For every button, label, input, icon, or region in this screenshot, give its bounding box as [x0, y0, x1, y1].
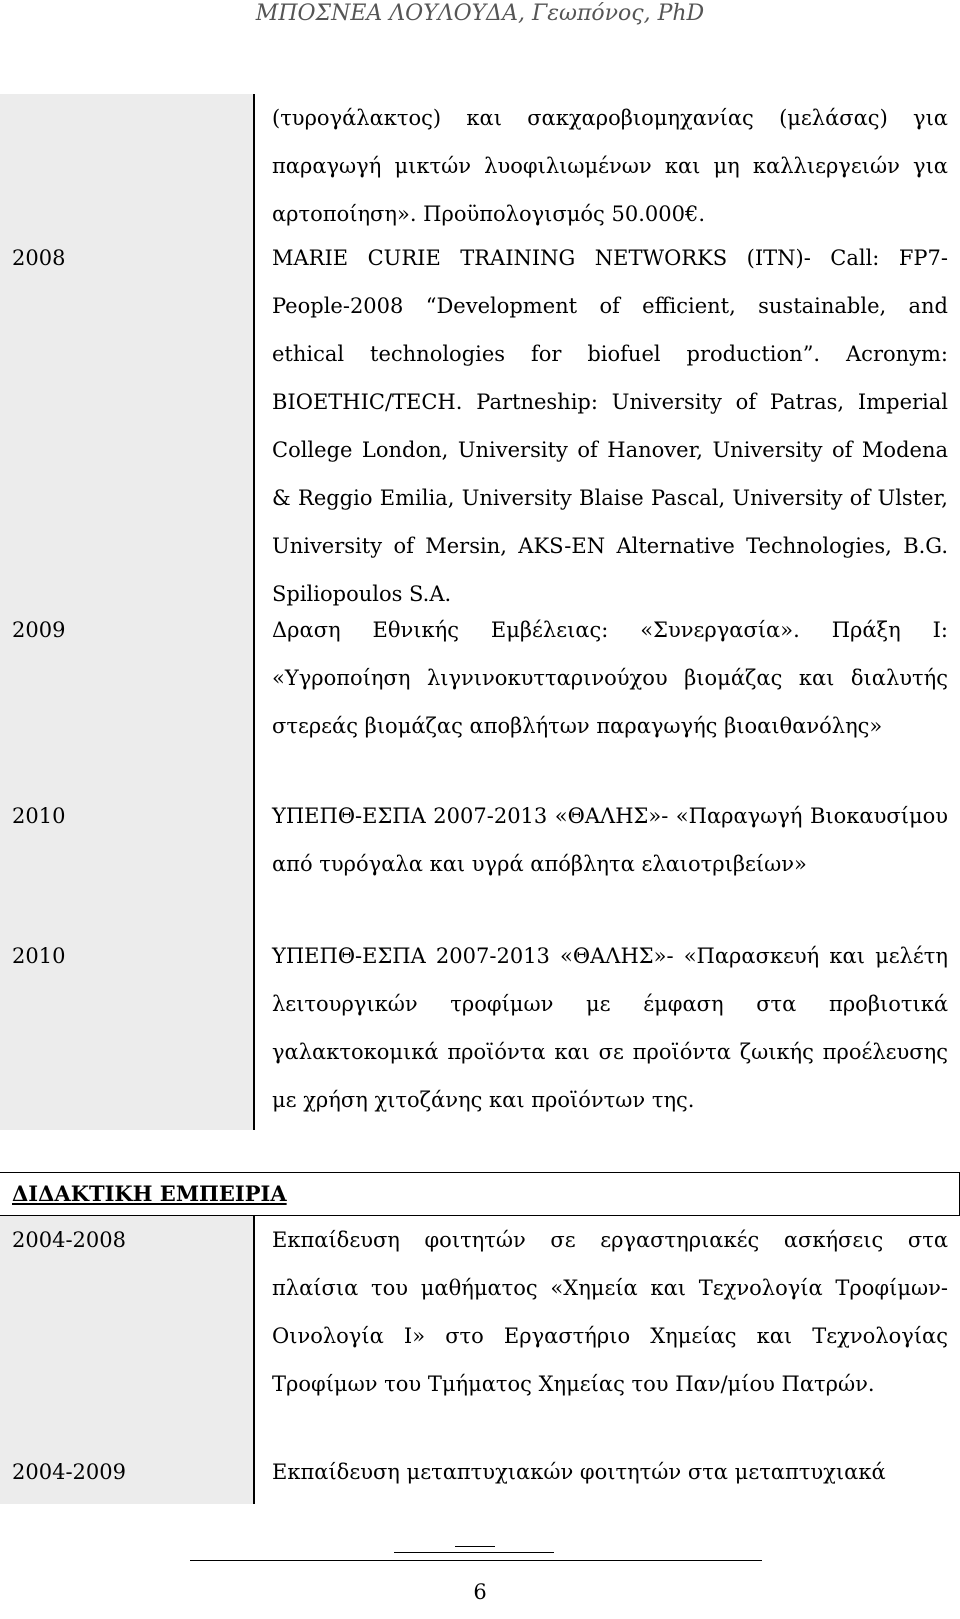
year-cell: 2004-2008	[0, 1216, 253, 1448]
column-divider	[253, 932, 255, 1130]
table-row	[0, 792, 960, 932]
table-row	[0, 932, 960, 1130]
column-divider	[253, 1216, 255, 1448]
table-row	[0, 606, 960, 792]
year-cell: 2010	[0, 792, 253, 932]
table-row	[0, 234, 960, 606]
year-cell: 2009	[0, 606, 253, 792]
project-description: (τυρογάλακτος) και σακχαροβιομηχανίας (μελάσας) για παραγωγή μικτών λυοφιλιωμένων και μη καλλιεργειών για αρτοποίηση». Προϋπολογισμός 50.000€.	[272, 106, 948, 226]
footer-rule-tiny	[455, 1546, 495, 1547]
year-cell: 2004-2009	[0, 1448, 253, 1504]
column-divider	[253, 234, 255, 606]
footer-rule-short	[394, 1552, 554, 1553]
year-cell	[0, 94, 253, 234]
column-divider	[253, 792, 255, 932]
teaching-description: Εκπαίδευση μεταπτυχιακών φοιτητών στα μεταπτυχιακά	[272, 1460, 886, 1484]
project-description: Δραση Εθνικής Εμβέλειας: «Συνεργασία». Πράξη Ι: «Υγροποίηση λιγνινοκυτταρινούχου βιομάζας και διαλυτής στερεάς βιομάζας αποβλήτων παραγωγής βιοαιθανόλης»	[272, 618, 948, 738]
section-title-box	[0, 1172, 960, 1216]
project-description: MARIE CURIE TRAINING NETWORKS (ITN)- Call: FP7-People-2008 “Development of efficient, sustainable, and ethical technologies for biofuel production”. Acronym: BIOETHIC/TECH. Partneship: University of Patras, Imperial College London, University of Hanover, University of Modena & Reggio Emilia, University Blaise Pascal, University of Ulster, University of Mersin, AKS-EN Alternative Technologies, B.G. Spiliopoulos S.A.	[272, 246, 948, 606]
table-row	[0, 1216, 960, 1448]
section-title: ΔΙΔΑΚΤΙΚΗ ΕΜΠΕΙΡΙΑ	[12, 1181, 287, 1206]
column-divider	[253, 94, 255, 234]
project-description: ΥΠΕΠΘ-ΕΣΠΑ 2007-2013 «ΘΑΛΗΣ»- «Παραγωγή Βιοκαυσίμου από τυρόγαλα και υγρά απόβλητα ελαιοτριβείων»	[272, 804, 948, 876]
year-cell: 2010	[0, 932, 253, 1130]
table-row	[0, 1448, 960, 1504]
year-cell: 2008	[0, 234, 253, 606]
column-divider	[253, 606, 255, 792]
footer-rule	[190, 1560, 762, 1561]
project-description: ΥΠΕΠΘ-ΕΣΠΑ 2007-2013 «ΘΑΛΗΣ»- «Παρασκευή και μελέτη λειτουργικών τροφίμων με έμφαση στα προβιοτικά γαλακτοκομικά προϊόντα και σε προϊόντα ζωικής προέλευσης με χρήση χιτοζάνης και προϊόντων της.	[272, 944, 948, 1112]
research-projects-table	[0, 94, 960, 1130]
teaching-experience-table	[0, 1216, 960, 1504]
column-divider	[253, 1448, 255, 1504]
teaching-description: Εκπαίδευση φοιτητών σε εργαστηριακές ασκήσεις στα πλαίσια του μαθήματος «Χημεία και Τεχνολογία Τροφίμων- Οινολογία Ι» στο Εργαστήριο Χημείας και Τεχνολογίας Τροφίμων του Τμήματος Χημείας του Παν/μίου Πατρών.	[272, 1228, 948, 1396]
page-number: 6	[473, 1580, 487, 1604]
table-row	[0, 94, 960, 234]
running-head: ΜΠΟΣΝΕΑ ΛΟΥΛΟΥΔΑ, Γεωπόνος, PhD	[255, 1, 705, 26]
